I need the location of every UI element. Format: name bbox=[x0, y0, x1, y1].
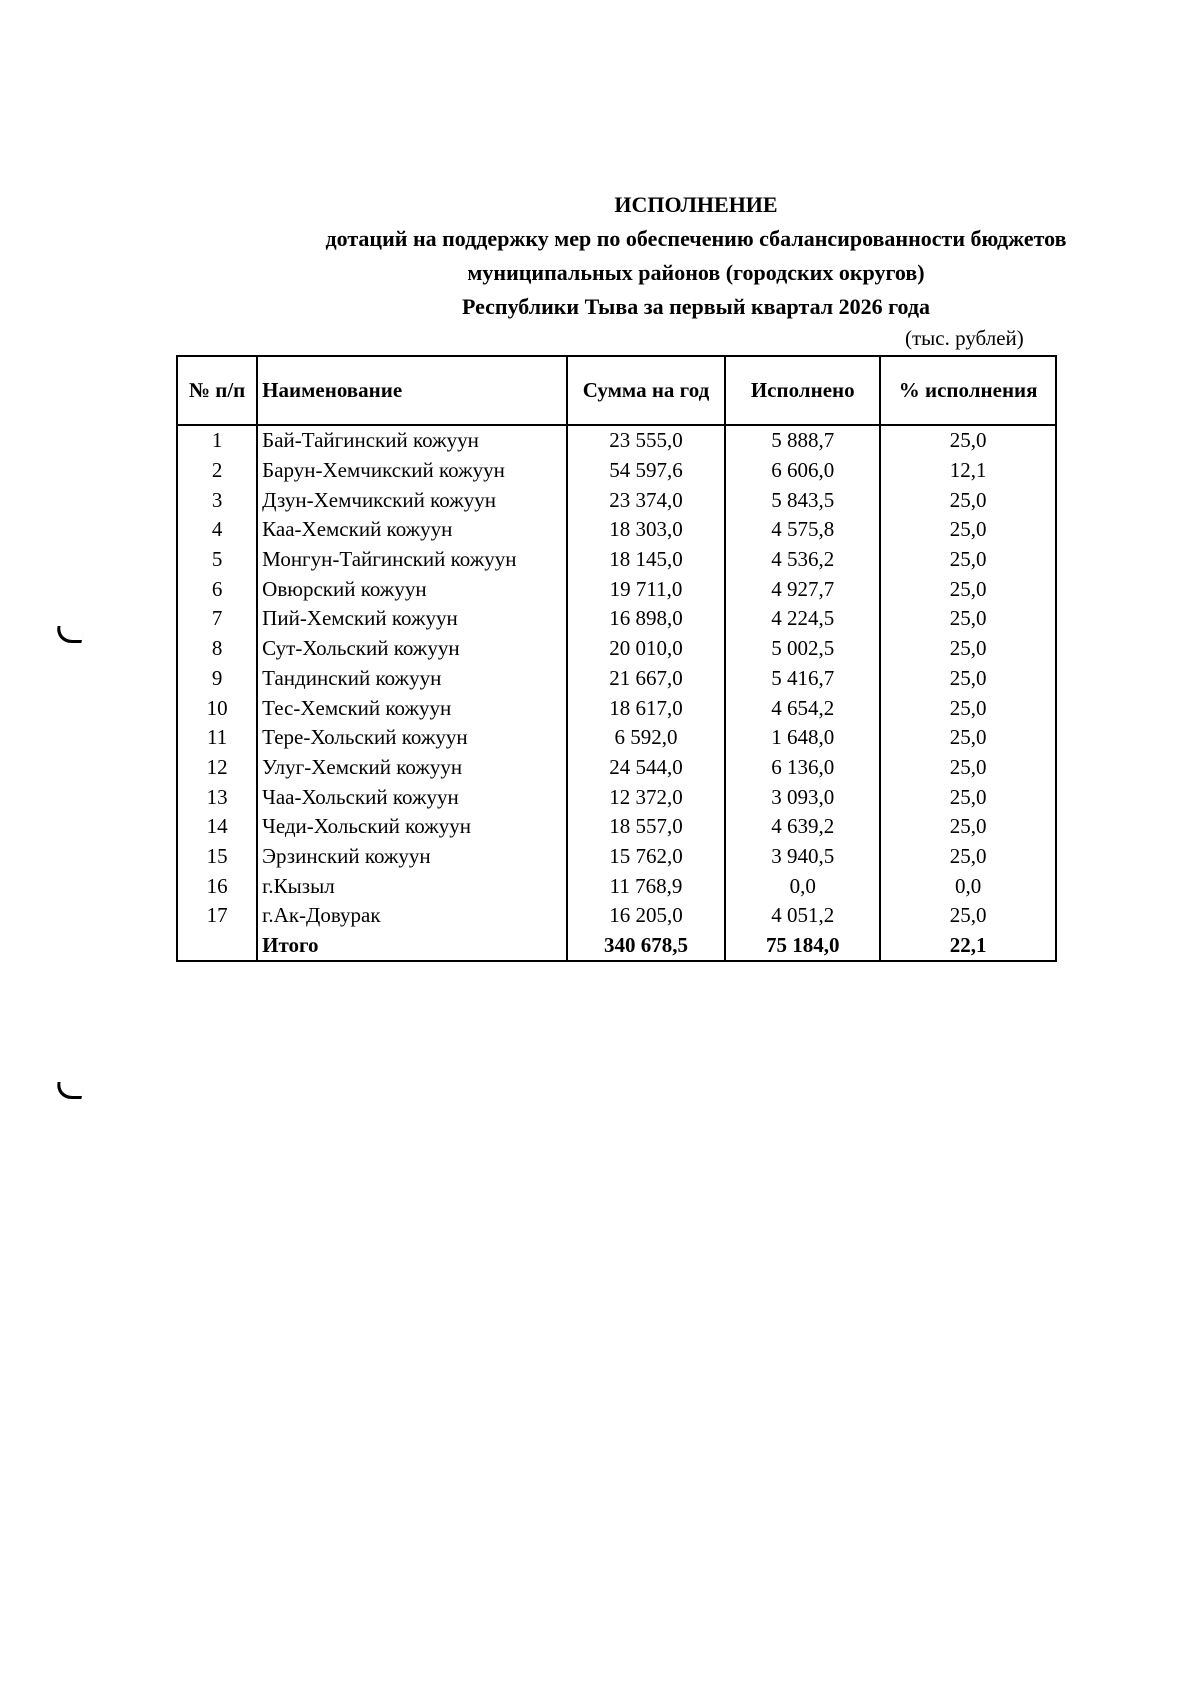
row-annual-sum: 19 711,0 bbox=[567, 574, 725, 604]
header-annual-sum: Сумма на год bbox=[567, 356, 725, 425]
row-execution-percent: 25,0 bbox=[880, 901, 1056, 931]
table-row bbox=[177, 545, 1056, 575]
row-executed: 5 416,7 bbox=[725, 664, 880, 694]
row-execution-percent: 25,0 bbox=[880, 634, 1056, 664]
row-number: 9 bbox=[177, 664, 257, 694]
row-name: Улуг-Хемский кожуун bbox=[257, 753, 567, 783]
row-executed: 4 575,8 bbox=[725, 515, 880, 545]
row-number: 12 bbox=[177, 753, 257, 783]
row-annual-sum: 6 592,0 bbox=[567, 723, 725, 753]
row-name: Чаа-Хольский кожуун bbox=[257, 782, 567, 812]
row-name: Пий-Хемский кожуун bbox=[257, 604, 567, 634]
total-execution-percent: 22,1 bbox=[880, 931, 1056, 962]
row-name: Тес-Хемский кожуун bbox=[257, 693, 567, 723]
table-row bbox=[177, 574, 1056, 604]
row-execution-percent: 25,0 bbox=[880, 782, 1056, 812]
row-executed: 6 136,0 bbox=[725, 753, 880, 783]
execution-table bbox=[176, 355, 1057, 962]
scan-mark-lower bbox=[55, 1082, 85, 1099]
row-annual-sum: 12 372,0 bbox=[567, 782, 725, 812]
row-executed: 1 648,0 bbox=[725, 723, 880, 753]
row-name: Дзун-Хемчикский кожуун bbox=[257, 485, 567, 515]
row-name: Чеди-Хольский кожуун bbox=[257, 812, 567, 842]
row-execution-percent: 25,0 bbox=[880, 664, 1056, 694]
row-name: г.Ак-Довурак bbox=[257, 901, 567, 931]
row-annual-sum: 23 374,0 bbox=[567, 485, 725, 515]
row-annual-sum: 24 544,0 bbox=[567, 753, 725, 783]
row-executed: 4 536,2 bbox=[725, 545, 880, 575]
row-executed: 3 940,5 bbox=[725, 842, 880, 872]
row-name: Монгун-Тайгинский кожуун bbox=[257, 545, 567, 575]
row-number: 13 bbox=[177, 782, 257, 812]
table-row bbox=[177, 812, 1056, 842]
row-execution-percent: 25,0 bbox=[880, 515, 1056, 545]
row-name: Бай-Тайгинский кожуун bbox=[257, 425, 567, 456]
row-executed: 6 606,0 bbox=[725, 456, 880, 486]
row-executed: 4 927,7 bbox=[725, 574, 880, 604]
row-number: 15 bbox=[177, 842, 257, 872]
row-annual-sum: 21 667,0 bbox=[567, 664, 725, 694]
document-title bbox=[0, 188, 1200, 324]
table-row bbox=[177, 634, 1056, 664]
total-label: Итого bbox=[257, 931, 567, 962]
row-executed: 0,0 bbox=[725, 871, 880, 901]
total-executed: 75 184,0 bbox=[725, 931, 880, 962]
row-executed: 5 888,7 bbox=[725, 425, 880, 456]
row-name: Тере-Хольский кожуун bbox=[257, 723, 567, 753]
row-execution-percent: 25,0 bbox=[880, 723, 1056, 753]
row-annual-sum: 20 010,0 bbox=[567, 634, 725, 664]
row-execution-percent: 25,0 bbox=[880, 574, 1056, 604]
row-number: 3 bbox=[177, 485, 257, 515]
row-number: 17 bbox=[177, 901, 257, 931]
table-row bbox=[177, 664, 1056, 694]
row-executed: 4 224,5 bbox=[725, 604, 880, 634]
row-number: 2 bbox=[177, 456, 257, 486]
header-name: Наименование bbox=[257, 356, 567, 425]
row-number: 6 bbox=[177, 574, 257, 604]
row-number: 11 bbox=[177, 723, 257, 753]
row-execution-percent: 25,0 bbox=[880, 604, 1056, 634]
row-execution-percent: 0,0 bbox=[880, 871, 1056, 901]
row-executed: 4 654,2 bbox=[725, 693, 880, 723]
row-execution-percent: 12,1 bbox=[880, 456, 1056, 486]
table-row bbox=[177, 604, 1056, 634]
header-execution-percent: % исполнения bbox=[880, 356, 1056, 425]
row-execution-percent: 25,0 bbox=[880, 545, 1056, 575]
scan-mark-upper bbox=[55, 626, 85, 643]
header-number: № п/п bbox=[177, 356, 257, 425]
row-execution-percent: 25,0 bbox=[880, 693, 1056, 723]
header-executed: Исполнено bbox=[725, 356, 880, 425]
row-annual-sum: 18 303,0 bbox=[567, 515, 725, 545]
row-execution-percent: 25,0 bbox=[880, 812, 1056, 842]
row-annual-sum: 11 768,9 bbox=[567, 871, 725, 901]
row-execution-percent: 25,0 bbox=[880, 425, 1056, 456]
row-execution-percent: 25,0 bbox=[880, 485, 1056, 515]
row-executed: 4 639,2 bbox=[725, 812, 880, 842]
title-line: ИСПОЛНЕНИЕ bbox=[614, 192, 778, 217]
title-line: дотаций на поддержку мер по обеспечению сбалансированности бюджетов bbox=[325, 226, 1067, 251]
row-annual-sum: 16 205,0 bbox=[567, 901, 725, 931]
total-number bbox=[177, 931, 257, 962]
row-name: Эрзинский кожуун bbox=[257, 842, 567, 872]
row-annual-sum: 18 617,0 bbox=[567, 693, 725, 723]
row-number: 1 bbox=[177, 425, 257, 456]
table-row bbox=[177, 723, 1056, 753]
row-number: 4 bbox=[177, 515, 257, 545]
table-row bbox=[177, 901, 1056, 931]
row-annual-sum: 54 597,6 bbox=[567, 456, 725, 486]
table-row bbox=[177, 425, 1056, 456]
row-annual-sum: 23 555,0 bbox=[567, 425, 725, 456]
row-executed: 4 051,2 bbox=[725, 901, 880, 931]
row-name: г.Кызыл bbox=[257, 871, 567, 901]
row-number: 7 bbox=[177, 604, 257, 634]
row-number: 16 bbox=[177, 871, 257, 901]
table-row bbox=[177, 485, 1056, 515]
row-executed: 5 002,5 bbox=[725, 634, 880, 664]
row-name: Сут-Хольский кожуун bbox=[257, 634, 567, 664]
row-number: 10 bbox=[177, 693, 257, 723]
row-number: 5 bbox=[177, 545, 257, 575]
total-row bbox=[177, 931, 1056, 962]
total-annual-sum: 340 678,5 bbox=[567, 931, 725, 962]
row-execution-percent: 25,0 bbox=[880, 842, 1056, 872]
row-name: Барун-Хемчикский кожуун bbox=[257, 456, 567, 486]
table-row bbox=[177, 842, 1056, 872]
row-annual-sum: 16 898,0 bbox=[567, 604, 725, 634]
table-row bbox=[177, 782, 1056, 812]
row-annual-sum: 18 557,0 bbox=[567, 812, 725, 842]
row-name: Тандинский кожуун bbox=[257, 664, 567, 694]
table-row bbox=[177, 693, 1056, 723]
row-name: Овюрский кожуун bbox=[257, 574, 567, 604]
table-row bbox=[177, 515, 1056, 545]
row-number: 8 bbox=[177, 634, 257, 664]
units-label: (тыс. рублей) bbox=[905, 326, 1024, 350]
row-executed: 5 843,5 bbox=[725, 485, 880, 515]
row-annual-sum: 15 762,0 bbox=[567, 842, 725, 872]
table-row bbox=[177, 456, 1056, 486]
row-executed: 3 093,0 bbox=[725, 782, 880, 812]
table-row bbox=[177, 871, 1056, 901]
table-row bbox=[177, 753, 1056, 783]
row-name: Каа-Хемский кожуун bbox=[257, 515, 567, 545]
title-line: Республики Тыва за первый квартал 2026 года bbox=[461, 294, 931, 319]
title-line: муниципальных районов (городских округов) bbox=[467, 260, 925, 285]
row-annual-sum: 18 145,0 bbox=[567, 545, 725, 575]
table-header-row bbox=[177, 356, 1056, 425]
row-execution-percent: 25,0 bbox=[880, 753, 1056, 783]
row-number: 14 bbox=[177, 812, 257, 842]
